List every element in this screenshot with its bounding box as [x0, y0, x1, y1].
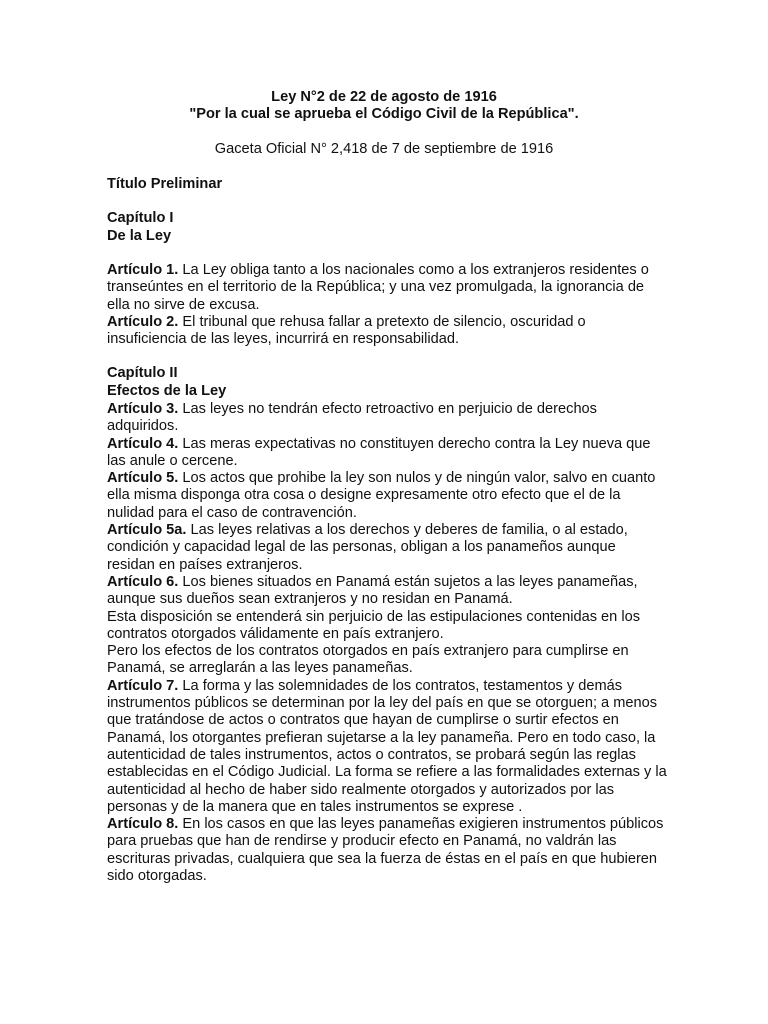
chapter-1-articles: [107, 262, 667, 348]
article-paragraph: [107, 314, 667, 349]
chapter-1-label: Capítulo I: [107, 210, 174, 226]
article-label: Artículo 8.: [107, 816, 179, 833]
article-label: Artículo 3.: [107, 401, 179, 417]
preliminary-title: Título Preliminar: [107, 176, 223, 192]
article-text: Esta disposición se entenderá sin perjuicio de las estipulaciones contenidas en los contratos otorgados válidamente en país extranjero.: [107, 608, 640, 642]
gazette-reference: Gaceta Oficial N° 2,418 de 7 de septiembre de 1916: [214, 141, 554, 157]
article-text: Los actos que prohibe la ley son nulos y de ningún valor, salvo en cuanto ella misma disponga otra cosa o designe expresamente otro efecto que el de la nulidad para el caso de contravención.: [107, 470, 656, 521]
article-text: En los casos en que las leyes panameñas exigieren instrumentos públicos para pruebas que han de rendirse y producir efecto en Panamá, no valdrán las escrituras privadas, cualquiera que sea la fuerza de éstas en el país en que hubieren sido otorgadas.: [107, 816, 664, 885]
article-label: Artículo 6.: [107, 573, 179, 590]
chapter-2-name: Efectos de la Ley: [107, 383, 227, 399]
article-paragraph: [107, 678, 667, 816]
article-text: Los bienes situados en Panamá están sujetos a las leyes panameñas, aunque sus dueños sean extranjeros y no residan en Panamá.: [107, 573, 638, 608]
article-paragraph: [107, 522, 667, 574]
article-text: Las leyes no tendrán efecto retroactivo en perjuicio de derechos adquiridos.: [107, 401, 597, 435]
chapter-2-articles: [107, 401, 667, 885]
article-label: Artículo 5.: [107, 470, 179, 487]
law-subtitle: [0, 106, 768, 123]
chapter-2-label: Capítulo II: [107, 365, 178, 381]
article-text: Pero los efectos de los contratos otorgados en país extranjero para cumplirse en Panamá, se arreglarán a las leyes panameñas.: [107, 643, 629, 677]
article-text: La forma y las solemnidades de los contratos, testamentos y demás instrumentos públicos se determinan por la ley del país en que se otorguen; a menos que tratándose de actos o contratos que hayan de cumplirse o surtir efectos en Panamá, los otorgantes prefieran sujetarse a la ley panameña. Pero en todo caso, la autenticidad de tales instrumentos, actos o contratos, se probará según las reglas establecidas en el Código Judicial. La forma se refiere a las formalidades externas y la autenticidad al hecho de haber sido realmente otorgados y autorizados por las personas y de la manera que en tales instrumentos se exprese .: [107, 677, 667, 815]
article-paragraph: [107, 816, 667, 885]
article-paragraph: [107, 436, 667, 471]
article-label: Artículo 4.: [107, 435, 179, 452]
article-label: Artículo 5a.: [107, 522, 187, 539]
article-label: Artículo 7.: [107, 677, 179, 694]
article-paragraph: [107, 574, 667, 609]
law-title-text: Ley N°2 de 22 de agosto de 1916: [271, 89, 497, 105]
article-text: La Ley obliga tanto a los nacionales como a los extranjeros residentes o transeúntes en el territorio de la República; y una vez promulgada, la ignorancia de ella no sirve de excusa.: [107, 262, 649, 313]
article-paragraph: [107, 262, 667, 314]
article-paragraph: [107, 609, 667, 644]
article-paragraph: [107, 643, 667, 678]
law-subtitle-text: "Por la cual se aprueba el Código Civil de la República".: [189, 106, 579, 122]
article-paragraph: [107, 401, 667, 436]
article-label: Artículo 2.: [107, 313, 179, 330]
article-label: Artículo 1.: [107, 262, 179, 278]
article-text: Las meras expectativas no constituyen derecho contra la Ley nueva que las anule o cercene.: [107, 435, 651, 469]
law-title: [0, 89, 768, 106]
chapter-1-name: De la Ley: [107, 228, 172, 244]
article-text: Las leyes relativas a los derechos y deberes de familia, o al estado, condición y capacidad legal de las personas, obligan a los panameños aunque residan en países extranjeros.: [107, 522, 628, 573]
article-text: El tribunal que rehusa fallar a pretexto de silencio, oscuridad o insuficiencia de las leyes, incurrirá en responsabilidad.: [107, 313, 586, 348]
article-paragraph: [107, 470, 667, 522]
